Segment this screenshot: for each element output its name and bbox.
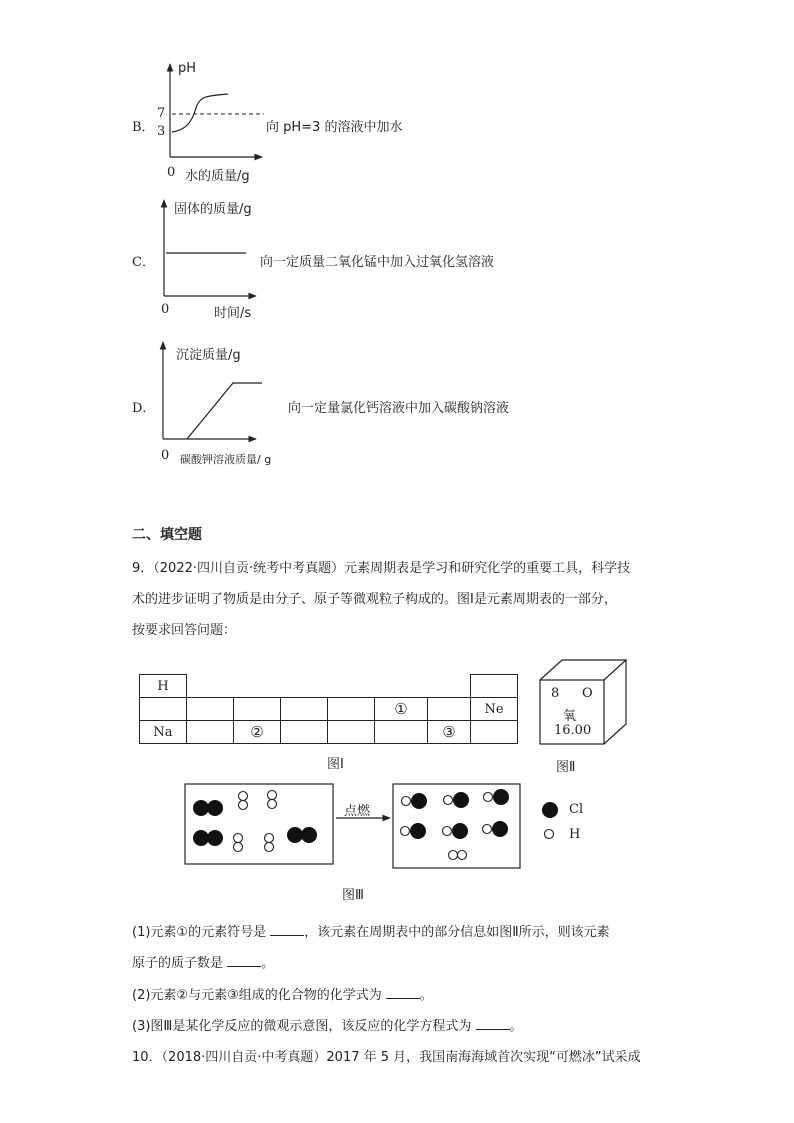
- q9-source: （2022·四川自贡·统考中考真题）: [153, 561, 345, 576]
- cell: [186, 720, 234, 744]
- reactants-box: [185, 784, 333, 864]
- answer-blank-2[interactable]: [227, 954, 261, 967]
- cell: [280, 720, 328, 744]
- graph-d-y-label: 沉淀质量/g: [176, 348, 241, 363]
- graph-b-curve: [172, 94, 228, 132]
- option-c-description: 向一定质量二氧化锰中加入过氧化氢溶液: [260, 255, 495, 270]
- cell: [280, 697, 328, 721]
- q9-stem-text1: 元素周期表是学习和研究化学的重要工具，科学技: [344, 561, 631, 576]
- legend-cl-icon: [542, 802, 558, 818]
- cell: [374, 720, 428, 744]
- q9-stem-line1: [132, 557, 630, 576]
- answer-blank-3[interactable]: [386, 986, 420, 999]
- q10-number: 10．: [132, 1050, 162, 1065]
- answer-blank-1[interactable]: [270, 923, 304, 936]
- products-box: [393, 784, 520, 868]
- q10-source: （2018·四川自贡·中考真题）: [161, 1050, 327, 1065]
- cell-element-3: ③: [427, 720, 471, 744]
- q9-sub1-text: (1)元素①的元素符号是: [132, 925, 267, 940]
- element-card-mass: 16.00: [554, 723, 592, 738]
- cell: [233, 697, 281, 721]
- graph-d-origin: 0: [161, 448, 170, 463]
- q9-sub1-line2: [132, 952, 274, 971]
- cell: [327, 720, 375, 744]
- cell: [470, 720, 518, 744]
- q10-stem: [132, 1046, 641, 1065]
- figure-2-caption: 图Ⅱ: [556, 760, 576, 775]
- graph-d-line: [187, 383, 262, 439]
- option-d-label: D．: [132, 401, 156, 416]
- q9-number: 9．: [132, 561, 154, 576]
- cell: [427, 697, 471, 721]
- option-c-label: C．: [132, 255, 155, 270]
- section-heading: 二、填空题: [132, 527, 202, 543]
- graph-c-x-label: 时间/s: [214, 306, 252, 321]
- cell-ne: Ne: [470, 697, 518, 721]
- punctuation: 。: [419, 988, 433, 1003]
- element-card-symbol: O: [582, 686, 593, 701]
- option-b-label: B．: [132, 120, 155, 135]
- q9-sub1-text2: ，该元素在周期表中的部分信息如图Ⅱ所示，则该元素: [304, 925, 610, 940]
- graph-b-origin: 0: [167, 165, 176, 180]
- q9-sub3: [132, 1015, 523, 1034]
- cell: [327, 697, 375, 721]
- cell-na: Na: [139, 720, 187, 744]
- cell-element-1: ①: [374, 697, 428, 721]
- q9-sub1-line1: [132, 921, 610, 940]
- graph-c-origin: 0: [161, 302, 170, 317]
- legend-h-icon: [545, 830, 554, 839]
- graph-d-x-label: 碳酸钾溶液质量/ g: [180, 453, 272, 466]
- figure-3-caption: 图Ⅲ: [342, 888, 364, 903]
- q9-sub2-text: (2)元素②与元素③组成的化合物的化学式为: [132, 988, 382, 1003]
- option-b-description: 向 pH=3 的溶液中加水: [266, 120, 403, 135]
- q9-stem-line2: 术的进步证明了物质是由分子、原子等微观粒子构成的。图Ⅰ是元素周期表的一部分，: [132, 592, 617, 607]
- cell-element-2: ②: [233, 720, 281, 744]
- q9-sub2: [132, 984, 433, 1003]
- element-card-number: 8: [551, 686, 560, 701]
- cell: [186, 697, 234, 721]
- graph-c-y-label: 固体的质量/g: [174, 202, 252, 217]
- graph-b-tick-7: 7: [157, 106, 166, 121]
- cell: [139, 697, 187, 721]
- figure-1-caption: 图Ⅰ: [327, 757, 344, 772]
- q9-sub3-text: (3)图Ⅲ是某化学反应的微观示意图，该反应的化学方程式为: [132, 1019, 472, 1034]
- option-d-description: 向一定量氯化钙溶液中加入碳酸钠溶液: [288, 401, 510, 416]
- reaction-condition: 点燃: [344, 804, 371, 819]
- cell-row1-empty: [470, 674, 518, 698]
- punctuation: 。: [261, 956, 275, 971]
- graph-b: [170, 64, 264, 157]
- cell-h: H: [139, 674, 187, 698]
- element-card-name: 氧: [563, 709, 577, 724]
- legend-cl-label: Cl: [569, 802, 584, 817]
- q10-stem-text: 2017 年 5 月，我国南海海域首次实现“可燃冰”试采成: [326, 1050, 641, 1065]
- answer-blank-4[interactable]: [476, 1017, 510, 1030]
- graph-b-tick-3: 3: [157, 124, 166, 139]
- q9-stem-line3: 按要求回答问题：: [132, 623, 237, 638]
- punctuation: 。: [509, 1019, 523, 1034]
- legend-h-label: H: [569, 827, 581, 842]
- q9-sub1-text3: 原子的质子数是: [132, 956, 224, 971]
- graph-b-y-label: pH: [178, 61, 197, 76]
- graph-b-x-label: 水的质量/g: [185, 169, 250, 184]
